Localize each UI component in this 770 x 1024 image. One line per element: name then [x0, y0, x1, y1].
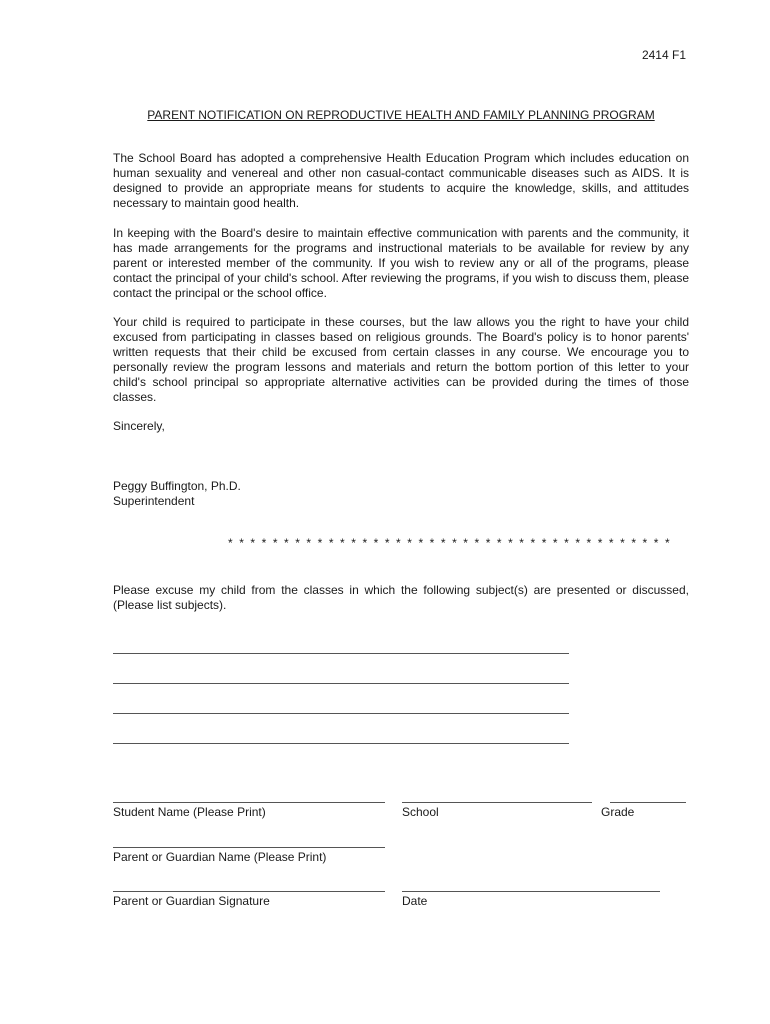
date-label: Date	[402, 894, 428, 908]
subject-line-3[interactable]	[113, 713, 569, 714]
guardian-name-field[interactable]	[113, 847, 385, 848]
student-name-label: Student Name (Please Print)	[113, 805, 266, 819]
signatory-title: Superintendent	[113, 494, 195, 508]
grade-field[interactable]	[610, 802, 686, 803]
student-name-field[interactable]	[113, 802, 385, 803]
subject-line-4[interactable]	[113, 743, 569, 744]
school-label: School	[402, 805, 439, 819]
school-field[interactable]	[402, 802, 592, 803]
document-title: PARENT NOTIFICATION ON REPRODUCTIVE HEALTH AND FAMILY PLANNING PROGRAM	[147, 108, 655, 122]
closing-salutation: Sincerely,	[113, 419, 165, 433]
grade-label: Grade	[601, 805, 635, 819]
form-id: 2414 F1	[641, 48, 686, 62]
guardian-signature-field[interactable]	[113, 891, 385, 892]
paragraph-program-intro: The School Board has adopted a comprehensive Health Education Program which includes education on human sexuality and venereal and other non casual-contact communicable diseases such as AIDS. It is designed to provide an appropriate means for students to acquire the knowledge, skills, and attitudes necessary to maintain good health.	[113, 151, 689, 210]
subject-line-2[interactable]	[113, 683, 569, 684]
paragraph-review-materials: In keeping with the Board's desire to maintain effective communication with parents and the community, it has made arrangements for the programs and instructional materials to be available for review by any parent or interested member of the community. If you wish to review any or all of the programs, please contact the principal of your child's school. After reviewing the programs, if you wish to discuss them, please contact the principal or the school office.	[113, 226, 689, 300]
separator-stars: * * * * * * * * * * * * * * * * * * * * * * * * * * * * * * * * * * * * * * * *	[228, 536, 672, 550]
paragraph-excusal-rights: Your child is required to participate in these courses, but the law allows you the right to have your child excused from participating in classes based on religious grounds. The Board's policy is to honor parents' written requests that their child be excused from certain classes in any course. We encourage you to personally review the program lessons and materials and return the bottom portion of this letter to your child's school principal so appropriate alternative activities can be provided during the times of those classes.	[113, 315, 689, 404]
subject-line-1[interactable]	[113, 653, 569, 654]
guardian-name-label: Parent or Guardian Name (Please Print)	[113, 850, 327, 864]
signatory-name: Peggy Buffington, Ph.D.	[113, 479, 241, 493]
guardian-signature-label: Parent or Guardian Signature	[113, 894, 270, 908]
date-field[interactable]	[402, 891, 660, 892]
excuse-request-text: Please excuse my child from the classes in which the following subject(s) are presented or discussed, (Please list subjects).	[113, 583, 689, 612]
